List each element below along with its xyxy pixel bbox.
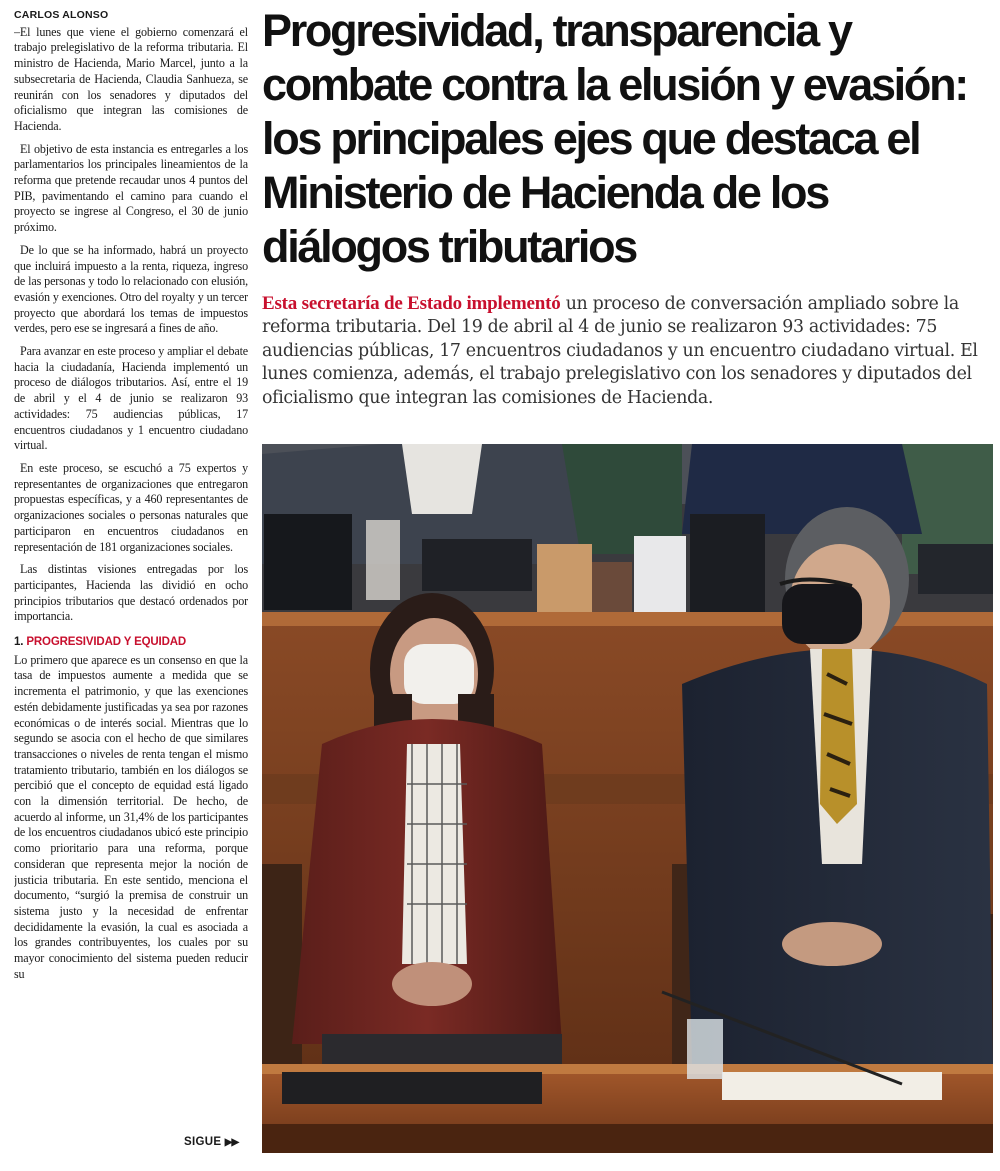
- headline: Progresividad, transparencia y combate contra la elusión y evasión: los principales ejes que destaca el Ministerio de Hacienda de los diálogos tributarios: [262, 5, 967, 272]
- body-paragraph: En este proceso, se escuchó a 75 expertos y representantes de organizaciones que entregaron propuestas específicas, y a 460 representantes de organizaciones sociales o personas naturales que participaron en encuentros ciudadanos en representación de 181 organizaciones sociales.: [14, 460, 248, 554]
- body-paragraph: –El lunes que viene el gobierno comenzará el trabajo prelegislativo de la reforma tributaria. El ministro de Hacienda, Mario Marcel, junto a la subsecretaria de Hacienda, Claudia Sanhueza, se reunirán con los senadores y diputados del oficialismo que integran las comisiones de Hacienda.: [14, 24, 248, 133]
- deck-lead: Esta secretaría de Estado implementó: [262, 293, 561, 314]
- body-paragraph: Para avanzar en este proceso y ampliar el debate hacia la ciudadanía, Hacienda implementó un proceso de diálogos tributarios. Así, entre el 19 de abril y el 4 de junio se realizaron 93 actividades: 75 audiencias públicas, 17 encuentros ciudadanos y 1 encuentro ciudadano virtual.: [14, 344, 248, 453]
- continue-label: SIGUE: [184, 1136, 222, 1148]
- continue-arrows-icon: ▶▶: [224, 1137, 239, 1148]
- deck-text: un proceso de conversación ampliado sobre la reforma tributaria. Del 19 de abril al 4 de junio se realizaron 93 actividades: 75 audiencias públicas, 17 encuentros ciudadanos y un encuentro ciudadano virtual. El lunes comienza, además, el trabajo prelegislativo con los senadores y diputados del oficialismo que integran las comisiones de Hacienda.: [262, 294, 978, 408]
- byline: CARLOS ALONSO: [14, 9, 109, 21]
- section-heading: [14, 635, 248, 651]
- article-body-column: [14, 8, 248, 1158]
- article-photo: [262, 444, 993, 1153]
- body-paragraph: De lo que se ha informado, habrá un proyecto que incluirá impuesto a la renta, riqueza, ingreso de las personas y todo lo relacionado con elusión, evasión y exenciones. Otro del royalty y un tercer proyecto que abordará los temas de impuestos verdes, pero ese se ingresará a fines de año.: [14, 242, 248, 336]
- photo-illustration: [262, 444, 993, 1153]
- continue-marker: [184, 1136, 238, 1148]
- body-paragraph: El objetivo de esta instancia es entregarles a los parlamentarios los principales lineamientos de la reforma que pretende recaudar unos 4 puntos del PIB, pavimentando el camino para cuando el proyecto se ingrese al Congreso, el 30 de junio próximo.: [14, 141, 248, 235]
- body-paragraph: Las distintas visiones entregadas por los participantes, Hacienda las dividió en ocho principios tributarios que destacó ordenados por importancia.: [14, 562, 248, 624]
- section-paragraph: Lo primero que aparece es un consenso en que la tasa de impuestos aumente a medida que se incrementa el patrimonio, y que las exenciones estén debidamente justificadas ya sea por razones económicas o de interés social. Mientras que lo segundo se asocia con el hecho de que similares transacciones o niveles de renta tengan el mismo tratamiento tributario, también en los diálogos se percibió que el concepto de equidad está ligado con la dimensión territorial. De hecho, de acuerdo al informe, un 31,4% de los participantes de los encuentros ciudadanos ubicó este principio como prioritario para una reforma, porque consideran que representa mejor la noción de justicia tributaria. En este sentido, menciona el documento, “surgió la premisa de construir un sistema justo y la necesidad de enfrentar decididamente la evasión, la cual es asociada a los grandes contribuyentes, los cuales por su mayor conocimiento del sistema pueden reducir su: [14, 652, 248, 981]
- deck: [262, 292, 992, 410]
- section-number: 1.: [14, 636, 24, 649]
- section-title: PROGRESIVIDAD Y EQUIDAD: [26, 636, 187, 649]
